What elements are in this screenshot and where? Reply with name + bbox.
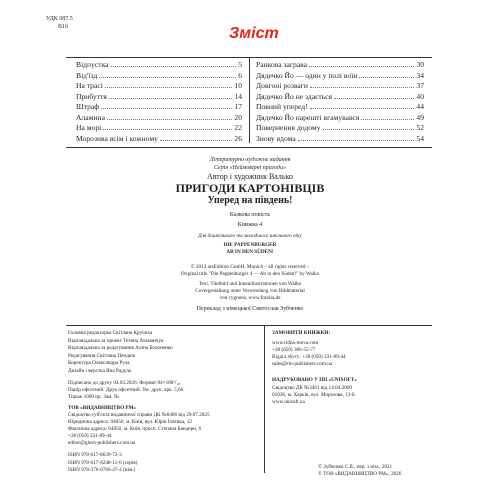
credit-line: Коректура Олександра Рула: [68, 360, 130, 366]
original-title-2: AB IN DEN SÜDEN!: [226, 249, 274, 255]
orders-email[interactable]: sales@rm-publishers.com.ua: [272, 361, 333, 367]
genre: Літературно-художнє видання: [209, 157, 291, 163]
credits-divider: [264, 325, 265, 473]
udk-code: УДК 087.5: [46, 16, 73, 22]
copyright-line: von cygnons, www.fotolia.de: [219, 295, 281, 301]
toc-item[interactable]: Дядечко Йо — один у полі воїн 34: [256, 70, 424, 80]
printed-line: Свідоцтво ДК №3461 від 14.04.2009: [272, 385, 353, 391]
translation: Переклад з німецької Святослав Зубченко: [196, 306, 304, 312]
bbk-code: В16: [58, 24, 69, 30]
toc-item[interactable]: Від'їзд 6: [76, 70, 242, 80]
publisher-line: Фактична адреса: 04050, м. Київ, просп. Степана Бандери, 6: [68, 426, 202, 432]
orders-sales-phone: Відділ збуту: +38 (050) 331-89-44: [272, 354, 346, 360]
toc-item[interactable]: Аламина 20: [76, 112, 242, 122]
publisher-phone: +38 (050) 331-89-44: [68, 433, 112, 439]
credit-line: Редагування Світлана Пендюк: [68, 352, 136, 359]
copyright-line: Covergestaltung unter Verwendung von Bildmaterial: [195, 288, 305, 294]
contents-title: Зміст: [229, 25, 279, 42]
printed-title: НАДРУКОВАНО У ПП «UNISOFT»: [272, 377, 357, 383]
toc-item[interactable]: Повний уперед! 44: [256, 102, 424, 111]
original-title-1: DIE PAPPENBURGER: [223, 242, 277, 248]
toc-item[interactable]: Знову вдома 54: [256, 133, 424, 143]
book-title: ПРИГОДИ КАРТОНІВЦІВ: [175, 181, 325, 195]
orders-phone: +38 (050) 386-55-77: [272, 347, 316, 353]
toc-item[interactable]: Довгоні розваги 37: [256, 81, 424, 90]
footer-copyright: © Зубченко С.В., пер. з нім., 2021: [318, 464, 393, 470]
footer-copyright: © ТОВ «ВИДАВНИЦТВО РМ», 2026: [318, 471, 402, 477]
audience: Для дошкільного та молодшого шкільного віку: [198, 233, 302, 239]
credit-line: Дизайн і верстка Яна Радула: [68, 367, 132, 374]
copyright-line: Text, Titelbild und Innenillustrationen von Walko: [198, 281, 302, 287]
copyright-line: © 2012 arsEdition GmbH, Munich – all rights reserved –: [190, 264, 310, 270]
toc-item[interactable]: На трасі 10: [76, 81, 242, 90]
toc-divider: [249, 57, 250, 143]
toc-item[interactable]: На морі 22: [76, 123, 242, 132]
book-subtitle: Уперед на південь!: [207, 195, 293, 206]
orders-website[interactable]: www.ridna-mova.com: [272, 340, 319, 346]
publisher-line: Юридична адреса: 04050, м. Київ, вул. Юрія Іллєнка, 12: [68, 419, 192, 425]
isbn: ISBN 978-617-8248-11-6 (серія): [68, 459, 138, 466]
toc-item[interactable]: Дядечко Йо не здається 40: [256, 91, 424, 101]
isbn: ISBN 978-617-8639-72-3: [68, 452, 122, 458]
publisher-email[interactable]: editor@glorn-publishers.com.ua: [68, 440, 136, 446]
toc-item[interactable]: Прибуття 14: [76, 91, 242, 101]
orders-title: ЗАМОВИТИ КНИЖКИ:: [272, 330, 331, 336]
printed-website[interactable]: www.unisoft.ua: [272, 399, 305, 405]
toc-item[interactable]: Повернення додому 52: [256, 123, 424, 132]
author-line: Автор і художник Валько: [206, 172, 294, 181]
print-spec: Папір офсетний. Друк офсетний. Ум. друк. арк. 5,66.: [68, 387, 185, 393]
toc-item[interactable]: Відпустка 5: [76, 60, 242, 69]
credits-rule: [66, 325, 432, 326]
toc-item[interactable]: Ранкова заграва 30: [256, 60, 424, 69]
copyright-line: Original title "Die Pappenburger 4 — Ab in den Süden!" by Walko: [180, 271, 320, 277]
credit-line: Відповідальна за проект Тетяна Атаманчук: [68, 337, 164, 344]
publisher-line: Свідоцтво суб'єкта видавничої справи ДК №8406 від 29.07.2025: [68, 412, 210, 418]
print-spec: Підписано до друку 04.03.2026. Формат 84×108¹/₁₆.: [68, 380, 182, 386]
printed-line: 61036, м. Харків, вул. Морозова, 13-Б: [272, 392, 355, 398]
toc-bottom-rule: [66, 147, 432, 148]
story-type: Казкова повість: [229, 212, 271, 218]
toc-item[interactable]: Дядечко Йо нарешті вгамувався 49: [256, 112, 424, 122]
toc-item[interactable]: Морозива всім і кожному 26: [76, 133, 242, 143]
isbn: ISBN 978-376-0766-47-4 (нім.): [68, 467, 136, 473]
credit-line: Головна редакторка Світлана Кручиха: [68, 330, 153, 336]
toc-item[interactable]: Штраф 17: [76, 102, 242, 111]
series: Серія «Неймовірні пригоди»: [213, 164, 287, 171]
print-spec: Тираж 1000 пр. Зам. №: [68, 394, 119, 400]
credit-line: Відповідальна за редагування Аліна Болоненко: [68, 345, 173, 351]
publisher-name: ТОВ «ВИДАВНИЦТВО РМ»: [68, 405, 136, 411]
book-number: Книжка 4: [237, 222, 263, 228]
